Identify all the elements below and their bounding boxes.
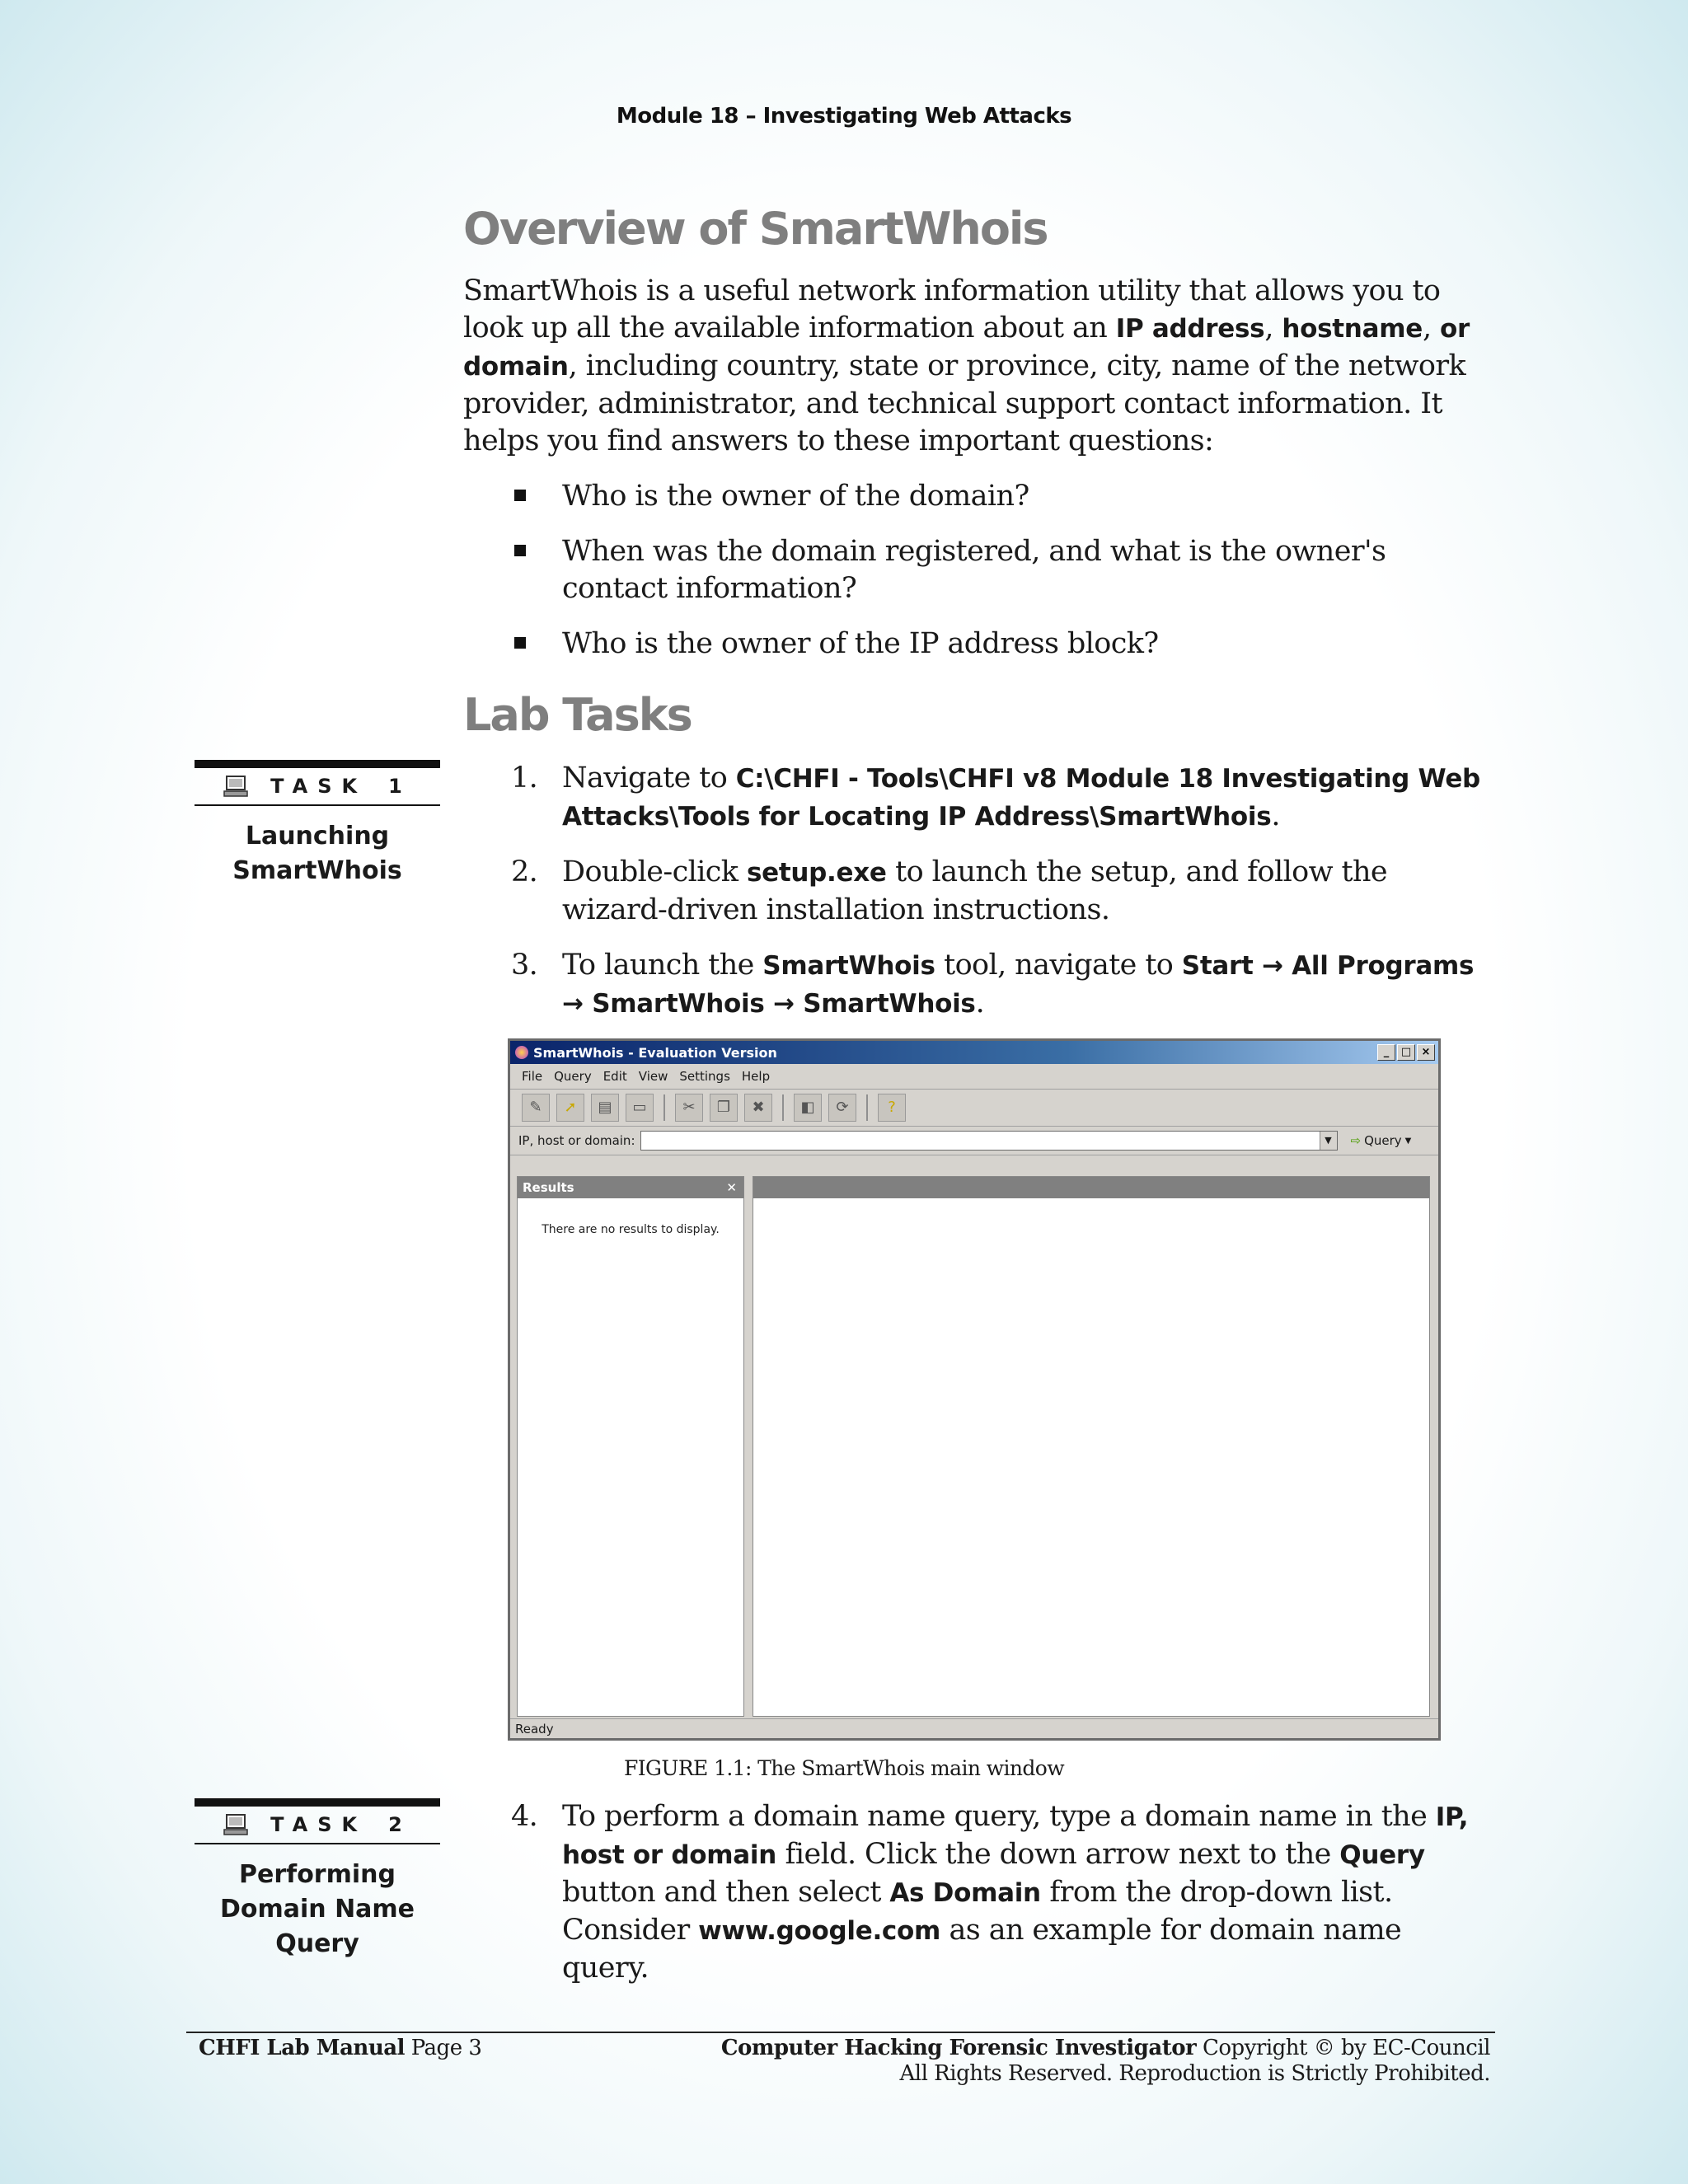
task-number: 1 [388, 775, 412, 798]
menu-edit[interactable]: Edit [603, 1069, 627, 1084]
task-number: 2 [388, 1813, 412, 1836]
task-label: TASK [270, 1813, 368, 1836]
close-icon[interactable]: ✕ [726, 1180, 737, 1195]
minimize-icon[interactable]: _ [1377, 1044, 1395, 1061]
maximize-icon[interactable]: □ [1397, 1044, 1415, 1061]
arrow-icon: → [773, 989, 795, 1019]
task-description: Performing Domain Name Query [219, 1860, 415, 1958]
menu-settings[interactable]: Settings [679, 1069, 730, 1084]
details-panel [753, 1176, 1430, 1717]
query-button[interactable] [1351, 1133, 1412, 1148]
step-text: from the drop-down list. Consider [562, 1876, 1393, 1947]
task-bar [195, 1798, 440, 1807]
figure-caption: FIGURE 1.1: The SmartWhois main window [623, 1756, 1065, 1780]
step-text: Double-click [562, 855, 747, 888]
task-heading [195, 1807, 440, 1843]
bullet-text: Who is the owner of the IP address block? [562, 627, 1159, 660]
address-bar [510, 1127, 1438, 1155]
step-text: Navigate to [562, 762, 736, 794]
steps-1-3 [463, 760, 1485, 1023]
bullet-text: When was the domain registered, and what is the owner's contact information? [562, 535, 1386, 605]
menu-bar [510, 1064, 1438, 1090]
bold-ip-host-domain: IP, host or domain [562, 1802, 1469, 1870]
step-text: To perform a domain name query, type a domain name in the [562, 1800, 1436, 1833]
copy-icon[interactable]: ❐ [710, 1094, 738, 1122]
module-header: Module 18 – Investigating Web Attacks [616, 104, 1072, 129]
question-list [463, 478, 1493, 663]
window-title: SmartWhois - Evaluation Version [533, 1044, 777, 1061]
bullet-icon [514, 490, 526, 501]
overview-section [463, 203, 1493, 663]
bold-smartwhois-app: SmartWhois [803, 989, 976, 1019]
menu-query[interactable]: Query [554, 1069, 592, 1084]
arrow-right-icon: ⇨ [1350, 1133, 1362, 1148]
delete-icon[interactable]: ✖ [744, 1094, 772, 1122]
list-item [463, 533, 1493, 607]
bold-ip-address: IP address [1115, 314, 1265, 344]
bold-hostname: hostname [1282, 314, 1423, 344]
footer-divider [186, 2032, 1495, 2033]
bold-all-programs: All Programs [1292, 951, 1475, 981]
step-text: button and then select [562, 1876, 890, 1909]
task-description: Launching SmartWhois [232, 822, 402, 885]
new-query-icon[interactable]: ✎ [522, 1094, 550, 1122]
computer-icon [223, 775, 249, 798]
task-divider [195, 804, 440, 806]
step-4-block [463, 1798, 1485, 1987]
footer-right [721, 2036, 1490, 2087]
comma-1: , [1264, 312, 1282, 344]
ip-host-domain-input[interactable] [640, 1131, 1338, 1151]
page-number: Page 3 [404, 2036, 482, 2060]
course-title: Computer Hacking Forensic Investigator [720, 2036, 1197, 2060]
step-number: 3. [511, 949, 538, 982]
help-icon[interactable]: ? [878, 1094, 906, 1122]
menu-view[interactable]: View [638, 1069, 668, 1084]
addr-label: IP, host or domain: [518, 1133, 635, 1148]
step-number: 4. [511, 1800, 538, 1833]
overview-text-1: SmartWhois is a useful network information utility that allows you to look up all the available information about an [463, 274, 1441, 344]
copyright-line [721, 2036, 1490, 2061]
task-bar [195, 760, 440, 768]
results-header [518, 1177, 743, 1198]
chevron-down-icon[interactable]: ▼ [1320, 1132, 1337, 1150]
app-icon [515, 1046, 528, 1059]
print-icon[interactable]: ▭ [626, 1094, 654, 1122]
step-text: tool, navigate to [935, 949, 1182, 982]
bold-smartwhois-folder: SmartWhois [592, 989, 765, 1019]
step-text-end: . [1271, 799, 1280, 832]
footer-left [199, 2036, 481, 2060]
bold-query: Query [1339, 1840, 1425, 1870]
task-heading [195, 768, 440, 804]
comma-2: , [1422, 312, 1440, 344]
rights-text: All Rights Reserved. Reproduction is Strictly Prohibited. [899, 2061, 1490, 2086]
results-panel [517, 1176, 744, 1717]
menu-file[interactable]: File [522, 1069, 543, 1084]
step-text-end: as an example for domain name query. [562, 1914, 1402, 1985]
list-item [463, 626, 1493, 663]
overview-text-2: , including country, state or province, city, name of the network provider, administrator, and technical support contact information. It helps you find answers to these important questions: [463, 349, 1466, 457]
window-titlebar [510, 1041, 1438, 1064]
step-1 [463, 760, 1485, 836]
details-header [753, 1177, 1429, 1198]
step-text: field. Click the down arrow next to the [776, 1838, 1340, 1871]
status-bar: Ready [510, 1718, 1438, 1738]
task-1-sidebar [195, 760, 440, 888]
bold-smartwhois: SmartWhois [762, 951, 935, 981]
open-icon[interactable]: ➚ [556, 1094, 584, 1122]
bullet-icon [514, 637, 526, 649]
overview-title: Overview of SmartWhois [463, 203, 1048, 255]
bold-start: Start [1181, 951, 1254, 981]
step-text: To launch the [562, 949, 763, 982]
results-empty-message: There are no results to display. [542, 1223, 720, 1236]
step-3 [463, 947, 1485, 1023]
step-number: 2. [511, 855, 538, 888]
export-icon[interactable]: ◧ [794, 1094, 822, 1122]
step-text-end: to launch the setup, and follow the wizard-driven installation instructions. [562, 855, 1388, 926]
computer-icon [223, 1813, 249, 1836]
query-label: Query [1364, 1133, 1402, 1148]
results-title: Results [523, 1180, 574, 1195]
task-divider [195, 1843, 440, 1844]
arrow-icon: → [1262, 951, 1283, 981]
list-item [463, 478, 1493, 515]
overview-paragraph [463, 273, 1493, 460]
save-icon[interactable]: ▤ [591, 1094, 619, 1122]
cut-icon[interactable]: ✂ [675, 1094, 703, 1122]
step-text-end: . [975, 987, 985, 1019]
step-number: 1. [511, 762, 538, 794]
bullet-icon [514, 545, 526, 556]
bold-as-domain: As Domain [889, 1878, 1041, 1908]
toolbar [510, 1090, 1438, 1127]
bold-setup-exe: setup.exe [746, 858, 887, 888]
bold-or-domain: or domain [463, 314, 1470, 382]
manual-title: CHFI Lab Manual [199, 2036, 405, 2060]
tool-path: C:\CHFI - Tools\CHFI v8 Module 18 Investigating Web Attacks\Tools for Locating IP Address\SmartWhois [562, 764, 1480, 832]
menu-help[interactable]: Help [741, 1069, 771, 1084]
toolbar-separator [663, 1094, 665, 1121]
arrow-icon: → [562, 989, 584, 1019]
copyright-text: Copyright © by EC-Council [1196, 2036, 1490, 2060]
toolbar-separator [866, 1094, 868, 1121]
task-label: TASK [270, 775, 368, 798]
chevron-down-icon: ▼ [1404, 1136, 1412, 1146]
lab-tasks-title: Lab Tasks [463, 689, 692, 741]
refresh-icon[interactable]: ⟳ [828, 1094, 856, 1122]
step-4 [463, 1798, 1485, 1987]
step-2 [463, 854, 1485, 929]
window-controls [1377, 1044, 1435, 1061]
task-2-sidebar [195, 1798, 440, 1961]
close-icon[interactable]: × [1417, 1044, 1435, 1061]
bold-google-domain: www.google.com [698, 1916, 941, 1946]
bullet-text: Who is the owner of the domain? [562, 480, 1029, 513]
smartwhois-screenshot [508, 1038, 1441, 1741]
toolbar-separator [782, 1094, 784, 1121]
